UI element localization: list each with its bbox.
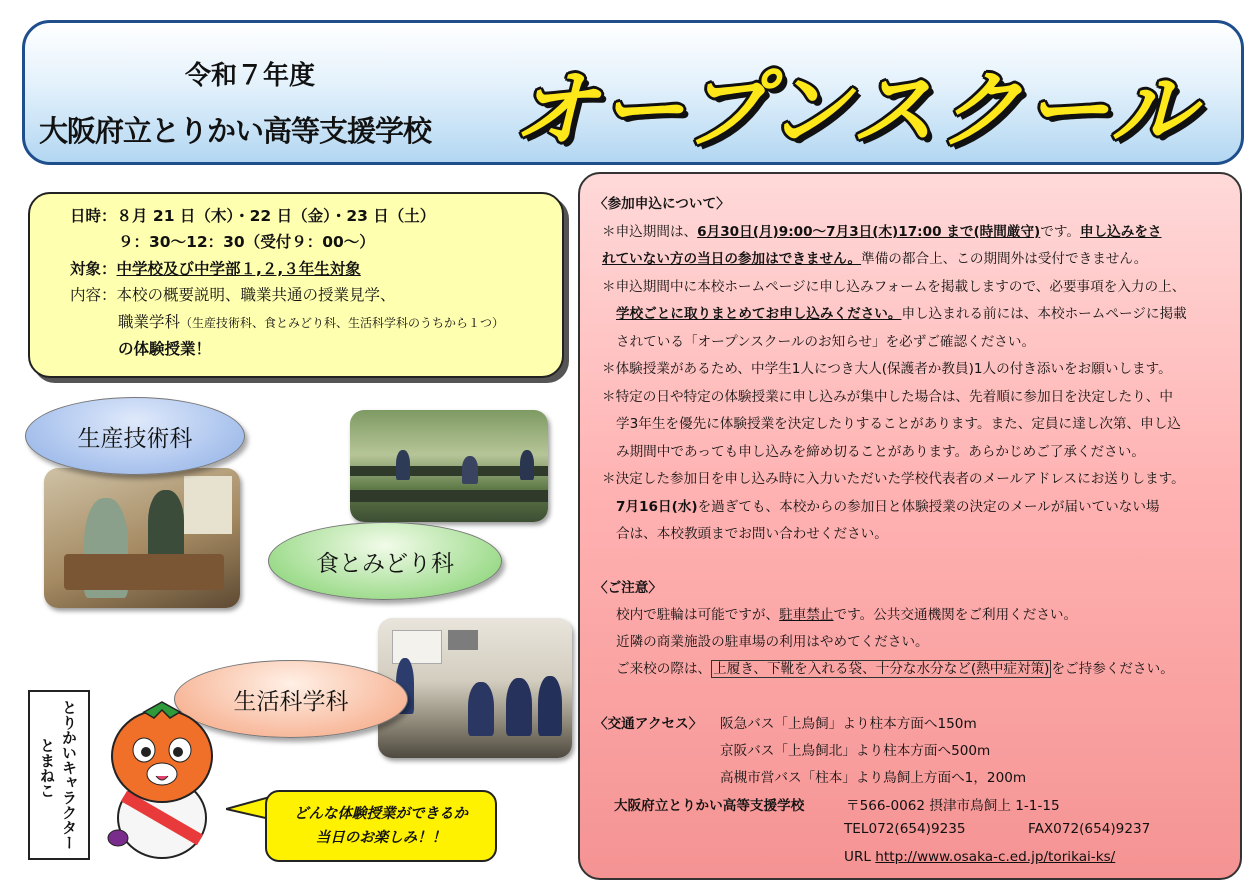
content-line1: 本校の概要説明、職業共通の授業見学、 <box>116 286 396 304</box>
mascot-tomaneko-icon <box>104 700 220 860</box>
notice-l1-b: 駐車禁止 <box>779 607 834 623</box>
dept-bubble-food-green: 食とみどり科 <box>268 522 502 600</box>
application-heading: 〈参加申込について〉 <box>594 196 730 212</box>
app-l1-a: ＊申込期間は、 <box>602 224 698 240</box>
app-l10: ＊決定した参加日を申し込み時に入力いただいた学校代表者のメールアドレスにお送りします。 <box>602 471 1185 487</box>
header-banner <box>22 20 1244 165</box>
content-label: 内容： <box>70 286 117 304</box>
content-line2-main: 職業学科 <box>118 313 181 331</box>
app-l4-b: 申し込まれる前には、本校ホームページに掲載 <box>901 306 1187 322</box>
character-label-line2: とまねこ <box>38 738 56 798</box>
school-website-link[interactable]: http://www.osaka-c.ed.jp/torikai-ks/ <box>875 849 1116 865</box>
character-label-line1: とりかいキャラクター <box>60 700 78 850</box>
access-heading: 〈交通アクセス〉 <box>594 716 703 732</box>
app-l2-b: 準備の都合上、この期間外は受付できません。 <box>861 251 1148 267</box>
app-l2-a: れていない方の当日の参加はできません。 <box>602 251 862 267</box>
speech-line1: どんな体験授業ができるか <box>294 806 468 822</box>
app-l11-b: を過ぎても、本校からの参加日と体験授業の決定のメールが届いていない場 <box>697 499 1160 515</box>
target-label: 対象： <box>70 260 117 278</box>
app-l1-d: 申し込みをさ <box>1079 224 1162 240</box>
date-label: 日時： <box>70 207 117 225</box>
time-value: ９：30～12：30（受付９：00～） <box>118 233 375 251</box>
content-line2-small: （生産技術科、食とみどり科、生活科学科のうちから１つ） <box>180 316 505 330</box>
header-school-name: 大阪府立とりかい高等支援学校 <box>39 114 432 148</box>
notice-l3-a: ご来校の際は、 <box>616 661 712 677</box>
speech-bubble <box>265 790 497 862</box>
app-l12: 合は、本校教頭までお問い合わせください。 <box>616 526 888 542</box>
target-value: 中学校及び中学部１,２,３年生対象 <box>116 260 361 278</box>
app-l1-c: です。 <box>1040 224 1080 240</box>
app-l8: 学3年生を優先に体験授業を決定したりすることがあります。また、定員に達し次第、申し込 <box>616 416 1181 432</box>
speech-line2: 当日のお楽しみ！！ <box>315 830 447 846</box>
event-info-box <box>28 192 564 378</box>
speech-tail-icon <box>226 795 270 821</box>
access-tel: TEL072(654)9235 <box>844 821 966 837</box>
details-panel <box>578 172 1242 880</box>
access-url-label: URL <box>844 849 871 865</box>
photo-life-science <box>378 618 572 758</box>
dept-bubble-production-tech: 生産技術科 <box>25 397 245 475</box>
access-bus1: 阪急バス「上鳥飼」より柱本方面へ150m <box>720 716 977 732</box>
app-l9: み期間中であっても申し込みを締め切ることがあります。あらかじめご了承ください。 <box>616 444 1145 460</box>
photo-production-tech <box>44 468 240 608</box>
character-label-box <box>28 690 90 860</box>
notice-heading: 〈ご注意〉 <box>594 580 662 596</box>
notice-l2: 近隣の商業施設の駐車場の利用はやめてください。 <box>616 634 929 650</box>
dept-bubble-life-science: 生活科学科 <box>174 660 408 738</box>
header-year: 令和７年度 <box>185 61 316 91</box>
app-l6: ＊体験授業があるため、中学生1人につき大人(保護者か教員)1人の付き添いをお願いします。 <box>602 361 1172 377</box>
app-l7: ＊特定の日や特定の体験授業に申し込みが集中した場合は、先着順に参加日を決定したり、中 <box>602 389 1173 405</box>
access-bus2: 京阪バス「上鳥飼北」より柱本方面へ500m <box>720 743 991 759</box>
notice-l3-c: をご持参ください。 <box>1051 661 1174 677</box>
access-bus3: 高槻市営バス「柱本」より鳥飼上方面へ1，200m <box>720 770 1027 786</box>
app-l11-a: 7月16日(水) <box>616 499 698 515</box>
app-l5: されている「オープンスクールのお知らせ」を必ずご確認ください。 <box>616 334 1036 350</box>
content-line3: の体験授業！ <box>118 340 212 358</box>
access-school-name: 大阪府立とりかい高等支援学校 <box>614 798 805 814</box>
header-title: オープンスクール <box>513 61 1198 159</box>
access-fax: FAX072(654)9237 <box>1028 821 1151 837</box>
access-address: 〒566-0062 摂津市鳥飼上 1-1-15 <box>846 798 1060 814</box>
app-l1-b: 6月30日(月)9:00～7月3日(木)17:00 まで(時間厳守) <box>697 224 1041 240</box>
photo-food-green <box>350 410 548 522</box>
date-value: ８月 21 日（木）・22 日（金）・23 日（土） <box>116 207 436 225</box>
notice-l1-c: です。公共交通機関をご利用ください。 <box>833 607 1078 623</box>
notice-l1-a: 校内で駐輪は可能ですが、 <box>616 607 780 623</box>
notice-l3-b: 上履き、下靴を入れる袋、十分な水分など(熱中症対策) <box>713 661 1050 677</box>
app-l4-a: 学校ごとに取りまとめてお申し込みください。 <box>616 306 902 322</box>
app-l3: ＊申込期間中に本校ホームページに申し込みフォームを掲載しますので、必要事項を入力の上、 <box>602 279 1186 295</box>
